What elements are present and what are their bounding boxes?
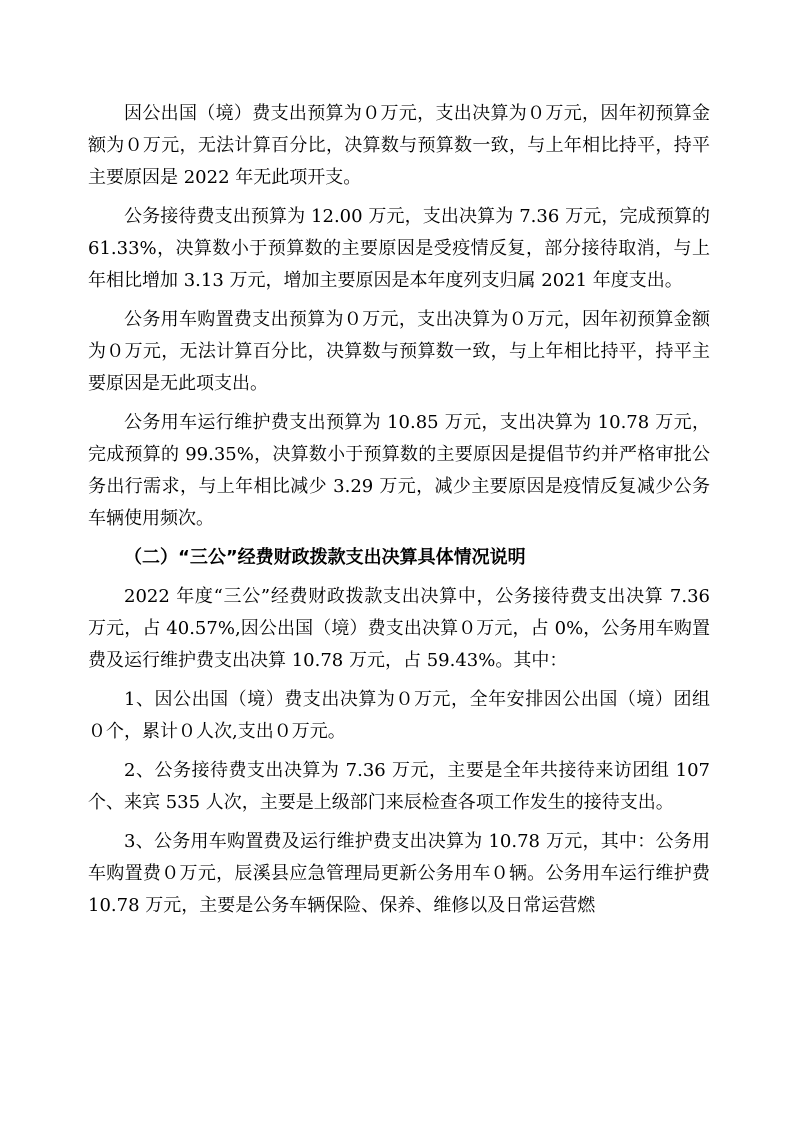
paragraph-summary: 2022 年度“三公”经费财政拨款支出决算中，公务接待费支出决算 7.36 万元，占 40.57%,因公出国（境）费支出决算０万元，占 0%，公务用车购置费及运行维护费支出决算 10.78 万元，占 59.43%。其中： [88,586,710,671]
paragraph-item-2: 2、公务接待费支出决算为 7.36 万元，主要是全年共接待来访团组 107 个、来宾 535 人次，主要是上级部门来辰检查各项工作发生的接待支出。 [88,760,710,813]
paragraph-reception: 公务接待费支出预算为 12.00 万元，支出决算为 7.36 万元，完成预算的 61.33%，决算数小于预算数的主要原因是受疫情反复，部分接待取消，与上年相比增加 3.13 万元，增加主要原因是本年度列支归属 2021 年度支出。 [88,206,710,291]
document-body [88,98,710,922]
paragraph-item-1: 1、因公出国（境）费支出决算为０万元，全年安排因公出国（境）团组０个，累计０人次,支出０万元。 [88,689,710,742]
paragraph-overseas-travel: 因公出国（境）费支出预算为０万元，支出决算为０万元，因年初预算金额为０万元，无法计算百分比，决算数与预算数一致，与上年相比持平，持平主要原因是 2022 年无此项开支。 [88,103,710,188]
paragraph-vehicle-maintenance: 公务用车运行维护费支出预算为 10.85 万元，支出决算为 10.78 万元，完成预算的 99.35%，决算数小于预算数的主要原因是提倡节约并严格审批公务出行需求，与上年相比减少 3.29 万元，减少主要原因是疫情反复减少公务车辆使用频次。 [88,412,710,529]
paragraph-vehicle-purchase: 公务用车购置费支出预算为０万元，支出决算为０万元，因年初预算金额为０万元，无法计算百分比，决算数与预算数一致，与上年相比持平，持平主要原因是无此项支出。 [88,309,710,394]
paragraph-item-3: 3、公务用车购置费及运行维护费支出决算为 10.78 万元，其中：公务用车购置费０万元，辰溪县应急管理局更新公务用车０辆。公务用车运行维护费 10.78 万元，主要是公务车辆保险、保养、维修以及日常运营燃 [88,831,710,916]
section-heading: （二）“三公”经费财政拨款支出决算具体情况说明 [124,547,526,568]
